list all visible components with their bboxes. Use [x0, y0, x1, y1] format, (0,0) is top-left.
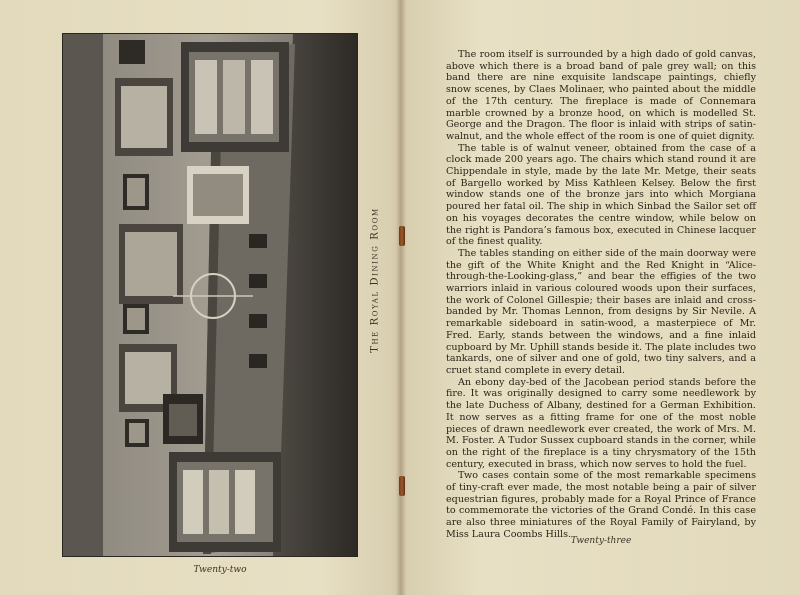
page-number-left: Twenty-two	[193, 565, 247, 575]
paragraph: An ebony day-bed of the Jacobean period stands before the fire. It was originally designed to carry some needlework by the late Duchess of Albany, destined for a German Exhibition. It now serves as a fitting frame for one of the most noble pieces of drawn needlework ever created, the work of Mrs. M. M. Foster. A Tudor Sussex cupboard stands in the corner, while on the right of the fireplace is a tiny chrysmatory of the 15th century, executed in brass, which now serves to hold the fuel.	[446, 376, 756, 470]
running-title: The Royal Dining Room	[369, 207, 381, 353]
dining-room-photo	[62, 33, 358, 557]
photo-dado	[63, 34, 103, 556]
left-page	[0, 0, 398, 595]
right-page	[402, 0, 800, 595]
paragraph: The table is of walnut veneer, obtained from the case of a clock made 200 years ago. The chairs which stand round it are Chippendale in style, made by the late Mr. Metge, their seats of Bargello worked by Miss Kathleen Kelsey. Below the first window stands one of the bronze jars into which Morgiana poured her fatal oil. The ship in which Sinbad the Sailor set off on his voyages decorates the centre window, while below on the right is Pandora’s famous box, executed in Chinese lacquer of the finest quality.	[446, 142, 756, 248]
paragraph: The room itself is surrounded by a high dado of gold canvas, above which there is a broad band of pale grey wall; on this band there are nine exquisite landscape paintings, chiefly snow scenes, by Claes Molinaer, who painted about the middle of the 17th century. The fireplace is made of Connemara marble crowned by a bronze hood, on which is modelled St. George and the Dragon. The floor is inlaid with strips of satin-walnut, and the whole effect of the room is one of quiet dignity.	[446, 49, 756, 142]
paragraph: The tables standing on either side of the main doorway were the gift of the White Knight and the Red Knight in “Alice-through-the-Looking-glass,” and bear the effigies of the two warriors inlaid in various coloured woods upon their surfaces, the work of Colonel Gillespie; their bases are inlaid and cross-banded by Mr. Thomas Lennon, from designs by Sir Nevile. A remarkable sideboard in satin-wood, a masterpiece of Mr. Fred. Early, stands between the windows, and a fine inlaid cupboard by Mr. Uphill stands beside it. The plate includes two tankards, one of silver and one of gold, two tiny salvers, and a cruet stand complete in every detail.	[446, 247, 756, 376]
page-number-right: Twenty-three	[570, 536, 632, 546]
body-text	[446, 49, 756, 541]
paragraph: Two cases contain some of the most remarkable specimens of tiny-craft ever made, the most notable being a pair of silver equestrian figures, probably made for a Royal Prince of France to commemorate the victories of the Grand Condé. In this case are also three miniatures of the Royal Family of Fairyland, by Miss Laura Coombs Hills.	[446, 470, 756, 540]
